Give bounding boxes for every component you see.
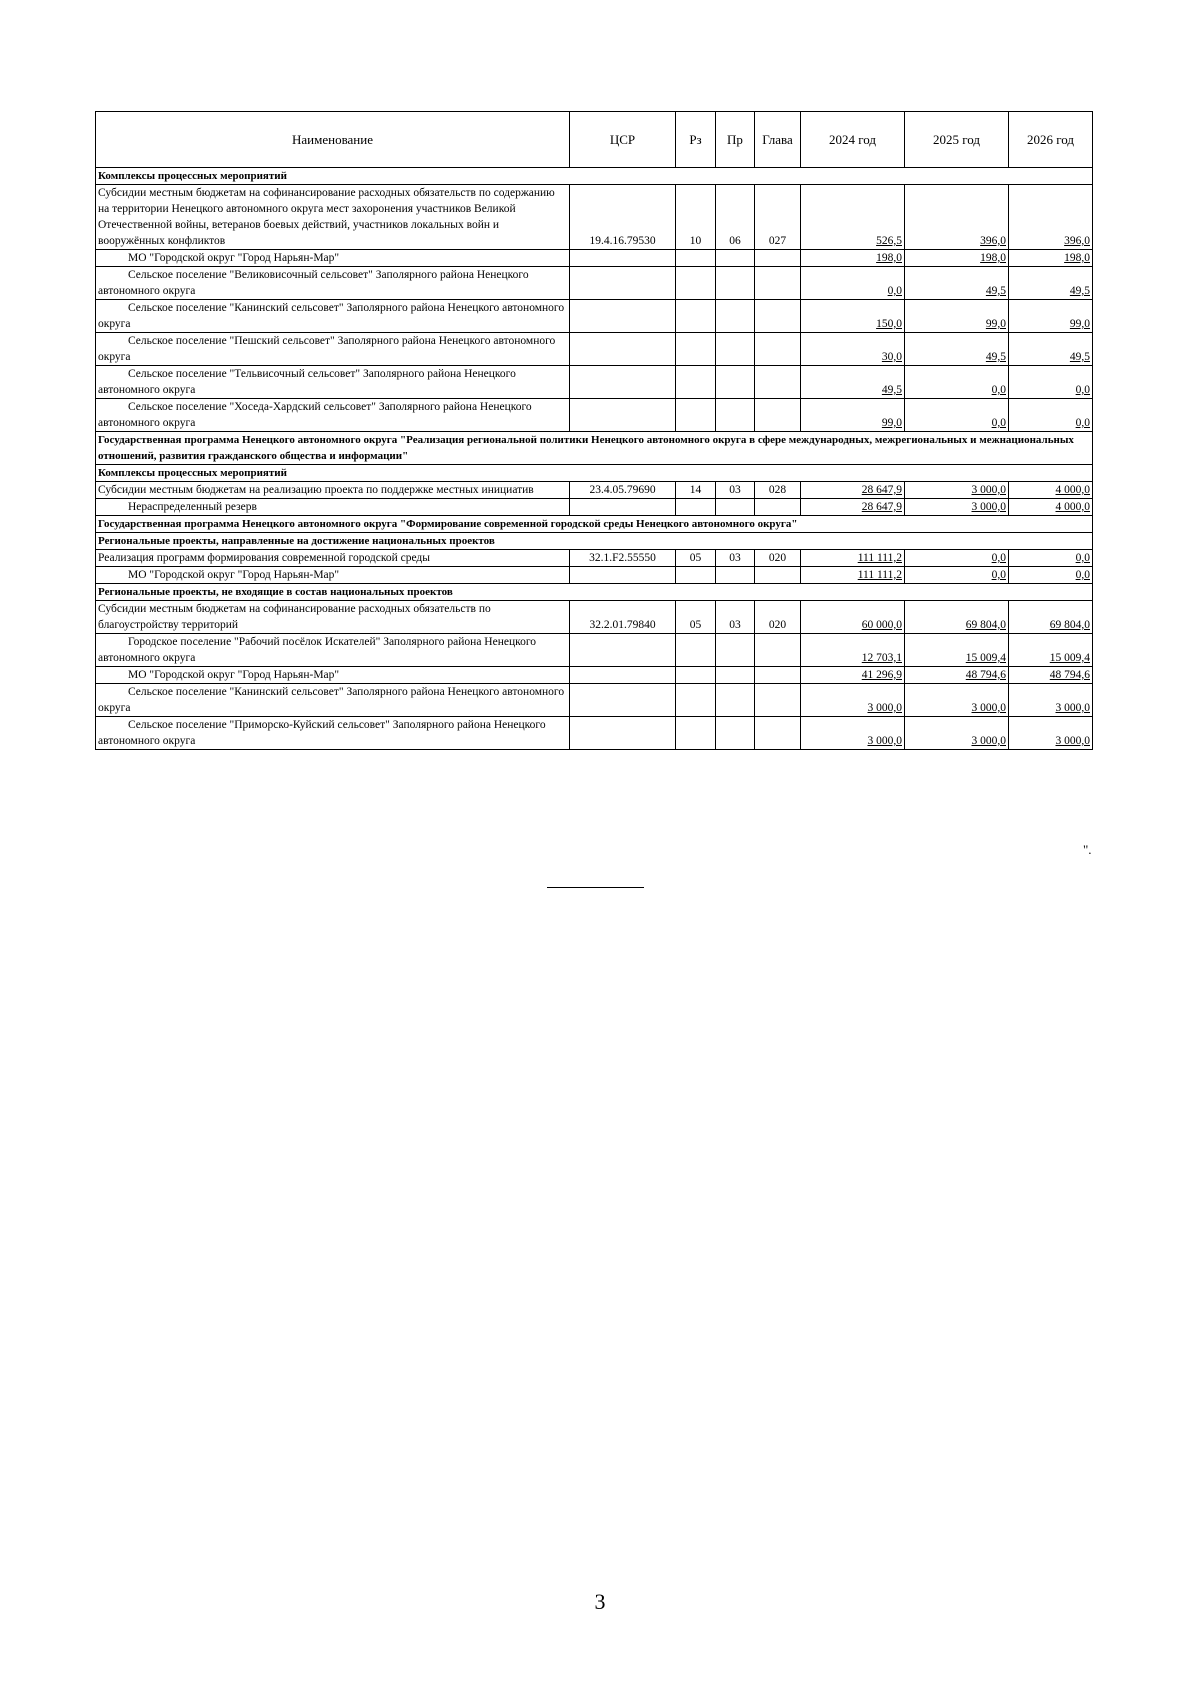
cell-csr: [570, 717, 676, 750]
cell-2025: 3 000,0: [905, 499, 1009, 516]
cell-glava: [755, 684, 801, 717]
cell-2024: 198,0: [801, 250, 905, 267]
cell-2024: 49,5: [801, 366, 905, 399]
cell-rz: [676, 499, 716, 516]
cell-name: Субсидии местным бюджетам на софинансирование расходных обязательств по благоустройству территорий: [96, 601, 570, 634]
cell-glava: [755, 499, 801, 516]
cell-2025: 49,5: [905, 333, 1009, 366]
cell-glava: [755, 717, 801, 750]
cell-pr: [716, 634, 755, 667]
section-title: Государственная программа Ненецкого автономного округа "Реализация региональной политики Ненецкого автономного округа в сфере международных, межрегиональных и межнациональных отношений, развития гражданского общества и информации": [96, 432, 1093, 465]
cell-name: Городское поселение "Рабочий посёлок Искателей" Заполярного района Ненецкого автономного округа: [96, 634, 570, 667]
cell-name: МО "Городской округ "Город Нарьян-Мар": [96, 250, 570, 267]
header-2025: 2025 год: [905, 112, 1009, 168]
cell-csr: 32.2.01.79840: [570, 601, 676, 634]
cell-2026: 48 794,6: [1009, 667, 1093, 684]
cell-2026: 49,5: [1009, 333, 1093, 366]
closing-quote-mark: ".: [1083, 842, 1092, 857]
section-title: Региональные проекты, не входящие в состав национальных проектов: [96, 584, 1093, 601]
table-row-item: [96, 185, 1093, 250]
cell-2026: 3 000,0: [1009, 717, 1093, 750]
cell-2026: 15 009,4: [1009, 634, 1093, 667]
table-row-sub: [96, 684, 1093, 717]
cell-csr: [570, 300, 676, 333]
cell-2026: 0,0: [1009, 550, 1093, 567]
cell-name: Сельское поселение "Канинский сельсовет" Заполярного района Ненецкого автономного округа: [96, 300, 570, 333]
section-row: [96, 533, 1093, 550]
cell-glava: [755, 250, 801, 267]
cell-rz: [676, 667, 716, 684]
cell-pr: [716, 333, 755, 366]
cell-csr: 32.1.F2.55550: [570, 550, 676, 567]
header-2026: 2026 год: [1009, 112, 1093, 168]
cell-name: Реализация программ формирования современной городской среды: [96, 550, 570, 567]
cell-pr: [716, 499, 755, 516]
cell-name: Сельское поселение "Хоседа-Хардский сельсовет" Заполярного района Ненецкого автономного округа: [96, 399, 570, 432]
cell-2026: 69 804,0: [1009, 601, 1093, 634]
table-row-sub: [96, 634, 1093, 667]
cell-csr: [570, 267, 676, 300]
cell-rz: 05: [676, 601, 716, 634]
table-row-item: [96, 482, 1093, 499]
header-name: Наименование: [96, 112, 570, 168]
cell-2024: 12 703,1: [801, 634, 905, 667]
cell-glava: 020: [755, 601, 801, 634]
cell-pr: [716, 300, 755, 333]
page-number: 3: [594, 1589, 606, 1614]
cell-2025: 198,0: [905, 250, 1009, 267]
cell-rz: [676, 567, 716, 584]
cell-rz: [676, 300, 716, 333]
header-csr: ЦСР: [570, 112, 676, 168]
cell-2024: 28 647,9: [801, 482, 905, 499]
section-row: [96, 432, 1093, 465]
cell-2026: 99,0: [1009, 300, 1093, 333]
table-row-sub: [96, 366, 1093, 399]
cell-glava: [755, 333, 801, 366]
cell-2025: 69 804,0: [905, 601, 1009, 634]
table-header-row: [96, 112, 1093, 168]
cell-2025: 0,0: [905, 399, 1009, 432]
cell-pr: 06: [716, 185, 755, 250]
cell-2025: 49,5: [905, 267, 1009, 300]
cell-pr: 03: [716, 601, 755, 634]
cell-csr: [570, 399, 676, 432]
header-2024: 2024 год: [801, 112, 905, 168]
cell-name: Субсидии местным бюджетам на реализацию проекта по поддержке местных инициатив: [96, 482, 570, 499]
cell-2026: 4 000,0: [1009, 499, 1093, 516]
cell-2024: 111 111,2: [801, 567, 905, 584]
cell-rz: [676, 717, 716, 750]
cell-glava: [755, 567, 801, 584]
header-glava: Глава: [755, 112, 801, 168]
header-rz: Рз: [676, 112, 716, 168]
cell-name: Сельское поселение "Великовисочный сельсовет" Заполярного района Ненецкого автономного округа: [96, 267, 570, 300]
cell-csr: [570, 499, 676, 516]
cell-2024: 111 111,2: [801, 550, 905, 567]
cell-rz: 14: [676, 482, 716, 499]
cell-2024: 3 000,0: [801, 684, 905, 717]
table-row-sub: [96, 567, 1093, 584]
cell-rz: [676, 684, 716, 717]
cell-2026: 3 000,0: [1009, 684, 1093, 717]
cell-pr: [716, 684, 755, 717]
cell-2024: 30,0: [801, 333, 905, 366]
cell-csr: [570, 333, 676, 366]
cell-2025: 99,0: [905, 300, 1009, 333]
cell-csr: [570, 366, 676, 399]
table-row-sub: [96, 717, 1093, 750]
separator-line: [547, 887, 644, 888]
cell-pr: [716, 717, 755, 750]
section-row: [96, 465, 1093, 482]
cell-2024: 3 000,0: [801, 717, 905, 750]
cell-csr: [570, 684, 676, 717]
cell-2025: 0,0: [905, 550, 1009, 567]
table-row-sub: [96, 667, 1093, 684]
cell-2026: 4 000,0: [1009, 482, 1093, 499]
cell-glava: [755, 634, 801, 667]
table-row-sub: [96, 250, 1093, 267]
cell-name: Сельское поселение "Приморско-Куйский сельсовет" Заполярного района Ненецкого автономного округа: [96, 717, 570, 750]
section-row: [96, 584, 1093, 601]
cell-2024: 0,0: [801, 267, 905, 300]
cell-2025: 396,0: [905, 185, 1009, 250]
section-row: [96, 168, 1093, 185]
cell-csr: [570, 667, 676, 684]
cell-glava: [755, 300, 801, 333]
cell-csr: [570, 567, 676, 584]
cell-2024: 526,5: [801, 185, 905, 250]
cell-pr: [716, 366, 755, 399]
cell-2025: 0,0: [905, 366, 1009, 399]
header-pr: Пр: [716, 112, 755, 168]
cell-name: Сельское поселение "Пешский сельсовет" Заполярного района Ненецкого автономного округа: [96, 333, 570, 366]
cell-pr: 03: [716, 550, 755, 567]
table-row-sub: [96, 499, 1093, 516]
cell-pr: 03: [716, 482, 755, 499]
section-title: Комплексы процессных мероприятий: [96, 168, 1093, 185]
cell-2025: 0,0: [905, 567, 1009, 584]
cell-2026: 0,0: [1009, 567, 1093, 584]
cell-rz: [676, 366, 716, 399]
section-title: Комплексы процессных мероприятий: [96, 465, 1093, 482]
cell-2024: 28 647,9: [801, 499, 905, 516]
cell-2025: 3 000,0: [905, 717, 1009, 750]
table-row-sub: [96, 300, 1093, 333]
table-row-item: [96, 550, 1093, 567]
cell-2024: 99,0: [801, 399, 905, 432]
cell-2026: 0,0: [1009, 366, 1093, 399]
cell-glava: 020: [755, 550, 801, 567]
table-row-item: [96, 601, 1093, 634]
cell-glava: [755, 399, 801, 432]
cell-rz: 10: [676, 185, 716, 250]
cell-name: МО "Городской округ "Город Нарьян-Мар": [96, 667, 570, 684]
cell-rz: [676, 333, 716, 366]
cell-glava: [755, 267, 801, 300]
cell-rz: [676, 399, 716, 432]
cell-2024: 60 000,0: [801, 601, 905, 634]
cell-2024: 41 296,9: [801, 667, 905, 684]
cell-rz: [676, 250, 716, 267]
cell-name: МО "Городской округ "Город Нарьян-Мар": [96, 567, 570, 584]
section-title: Региональные проекты, направленные на достижение национальных проектов: [96, 533, 1093, 550]
cell-pr: [716, 567, 755, 584]
cell-pr: [716, 399, 755, 432]
cell-pr: [716, 267, 755, 300]
cell-name: Нераспределенный резерв: [96, 499, 570, 516]
cell-2024: 150,0: [801, 300, 905, 333]
cell-name: Субсидии местным бюджетам на софинансирование расходных обязательств по содержанию на территории Ненецкого автономного округа мест захоронения участников Великой Отечественной войны, ветеранов боевых действий, участников локальных войн и вооружённых конфликтов: [96, 185, 570, 250]
cell-rz: [676, 267, 716, 300]
table-row-sub: [96, 333, 1093, 366]
budget-table: [95, 111, 1093, 750]
cell-2026: 49,5: [1009, 267, 1093, 300]
cell-glava: [755, 667, 801, 684]
cell-csr: 23.4.05.79690: [570, 482, 676, 499]
cell-csr: [570, 634, 676, 667]
cell-2025: 3 000,0: [905, 482, 1009, 499]
table-row-sub: [96, 267, 1093, 300]
table-row-sub: [96, 399, 1093, 432]
cell-csr: [570, 250, 676, 267]
cell-name: Сельское поселение "Канинский сельсовет" Заполярного района Ненецкого автономного округа: [96, 684, 570, 717]
cell-2025: 48 794,6: [905, 667, 1009, 684]
table-body: [96, 168, 1093, 750]
cell-rz: [676, 634, 716, 667]
cell-2026: 198,0: [1009, 250, 1093, 267]
cell-name: Сельское поселение "Тельвисочный сельсовет" Заполярного района Ненецкого автономного округа: [96, 366, 570, 399]
cell-glava: [755, 366, 801, 399]
cell-glava: 028: [755, 482, 801, 499]
cell-2025: 15 009,4: [905, 634, 1009, 667]
cell-csr: 19.4.16.79530: [570, 185, 676, 250]
section-title: Государственная программа Ненецкого автономного округа "Формирование современной городской среды Ненецкого автономного округа": [96, 516, 1093, 533]
cell-rz: 05: [676, 550, 716, 567]
section-row: [96, 516, 1093, 533]
cell-pr: [716, 667, 755, 684]
cell-glava: 027: [755, 185, 801, 250]
cell-2025: 3 000,0: [905, 684, 1009, 717]
cell-pr: [716, 250, 755, 267]
cell-2026: 396,0: [1009, 185, 1093, 250]
cell-2026: 0,0: [1009, 399, 1093, 432]
